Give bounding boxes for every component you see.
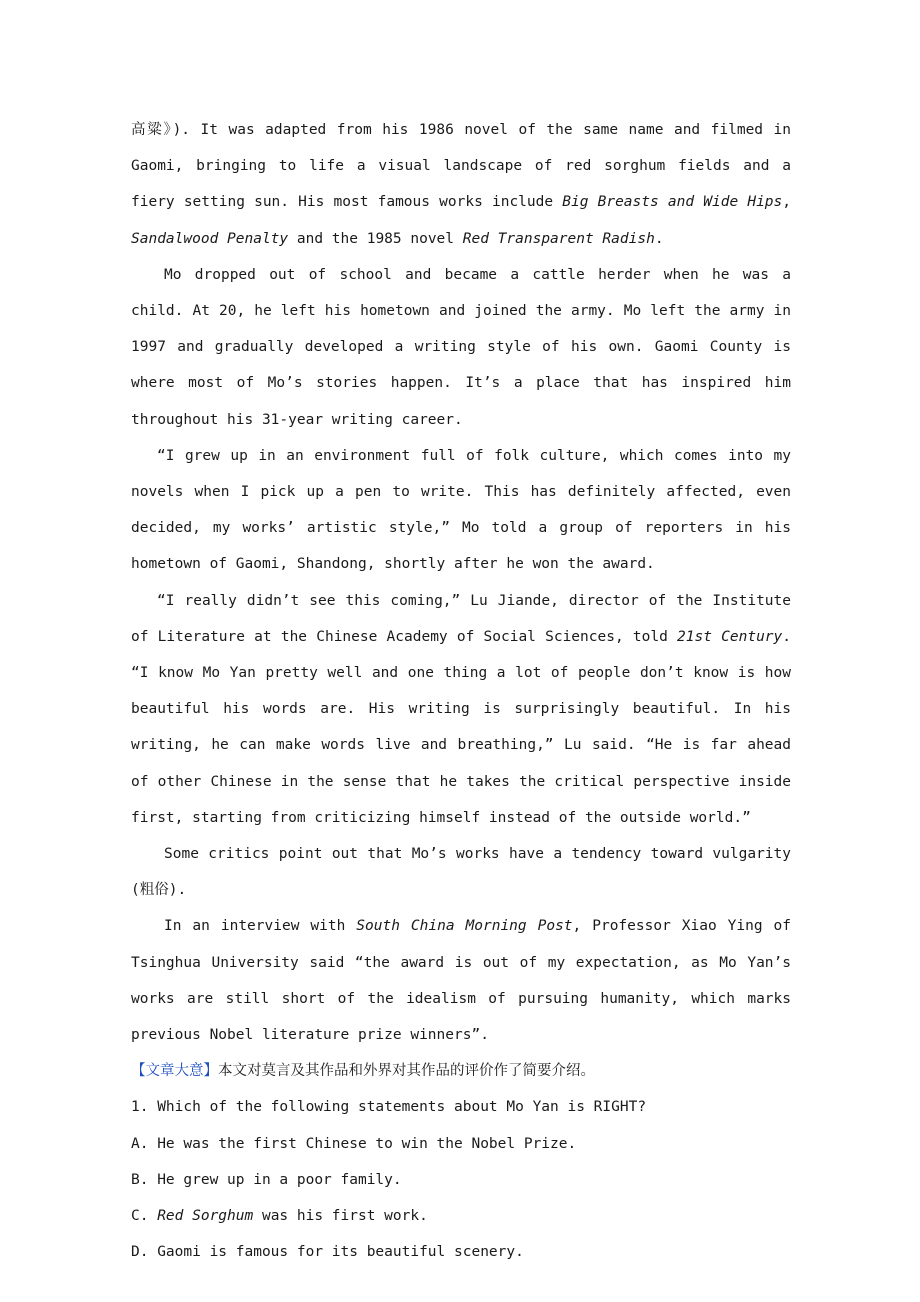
- summary-text: 本文对莫言及其作品和外界对其作品的评价作了简要介绍。: [218, 1063, 595, 1080]
- p4-text-a: “I really didn’t see this coming,” Lu Jiande, director of the Institute of Literature at the Chinese Academy of Social Sciences, told: [131, 592, 791, 645]
- paragraph-2: Mo dropped out of school and became a cattle herder when he was a child. At 20, he left his hometown and joined the army. Mo left the army in 1997 and gradually developed a writing style of his own. Gaomi County is where most of Mo’s stories happen. It’s a place that has inspired him throughout his 31-year writing career.: [131, 266, 791, 428]
- option-c-rest: was his first work.: [253, 1208, 428, 1225]
- paragraph-1: [131, 112, 791, 257]
- p6-text-b: , Professor Xiao Ying of Tsinghua University said “the award is out of my expectation, as Mo Yan’s works are still short of the idealism of pursuing humanity, which marks previous Nobel literature prize winners”.: [131, 918, 792, 1044]
- p1-text-c: and the 1985 novel: [288, 230, 463, 247]
- summary-tag: 【文章大意】: [131, 1063, 218, 1080]
- document-body: [131, 112, 791, 1271]
- title-21st-century: 21st Century: [677, 628, 783, 645]
- paragraph-4: [131, 583, 791, 836]
- summary-line: [131, 1053, 791, 1089]
- option-a: A. He was the first Chinese to win the Nobel Prize.: [131, 1135, 577, 1152]
- title-red-transparent-radish: Red Transparent Radish: [462, 230, 655, 247]
- option-d: D. Gaomi is famous for its beautiful scenery.: [131, 1244, 524, 1261]
- p1-text-d: .: [654, 230, 664, 247]
- paragraph-6: [131, 908, 791, 1053]
- option-c: [131, 1198, 791, 1234]
- title-scmp: South China Morning Post: [356, 918, 573, 935]
- p4-text-b: . “I know Mo Yan pretty well and one thing a lot of people don’t know is how beautiful his words are. His writing is surprisingly beautiful. In his writing, he can make words live and breathing,” Lu said. “He is far ahead of other Chinese in the sense that he takes the critical perspective inside first, starting from criticizing himself instead of the outside world.”: [131, 628, 791, 826]
- p1-text-a: 高粱》). It was adapted from his 1986 novel of the same name and filmed in Gaomi, bringing to life a visual landscape of red sorghum fields and a fiery setting sun. His most famous works include: [131, 122, 791, 211]
- p1-text-b: ,: [782, 194, 791, 211]
- paragraph-5: Some critics point out that Mo’s works have a tendency toward vulgarity (粗俗).: [131, 846, 791, 899]
- option-c-title: Red Sorghum: [157, 1208, 254, 1225]
- option-b: B. He grew up in a poor family.: [131, 1171, 402, 1188]
- title-big-breasts: Big Breasts and Wide Hips: [562, 194, 783, 211]
- question-stem: 1. Which of the following statements about Mo Yan is RIGHT?: [131, 1099, 647, 1116]
- paragraph-3: “I grew up in an environment full of folk culture, which comes into my novels when I pick up a pen to write. This has definitely affected, even decided, my works’ artistic style,” Mo told a group of reporters in his hometown of Gaomi, Shandong, shortly after he won the award.: [131, 447, 791, 573]
- title-sandalwood-penalty: Sandalwood Penalty: [131, 230, 289, 247]
- option-c-prefix: C.: [131, 1208, 158, 1225]
- p6-text-a: In an interview with: [164, 918, 357, 935]
